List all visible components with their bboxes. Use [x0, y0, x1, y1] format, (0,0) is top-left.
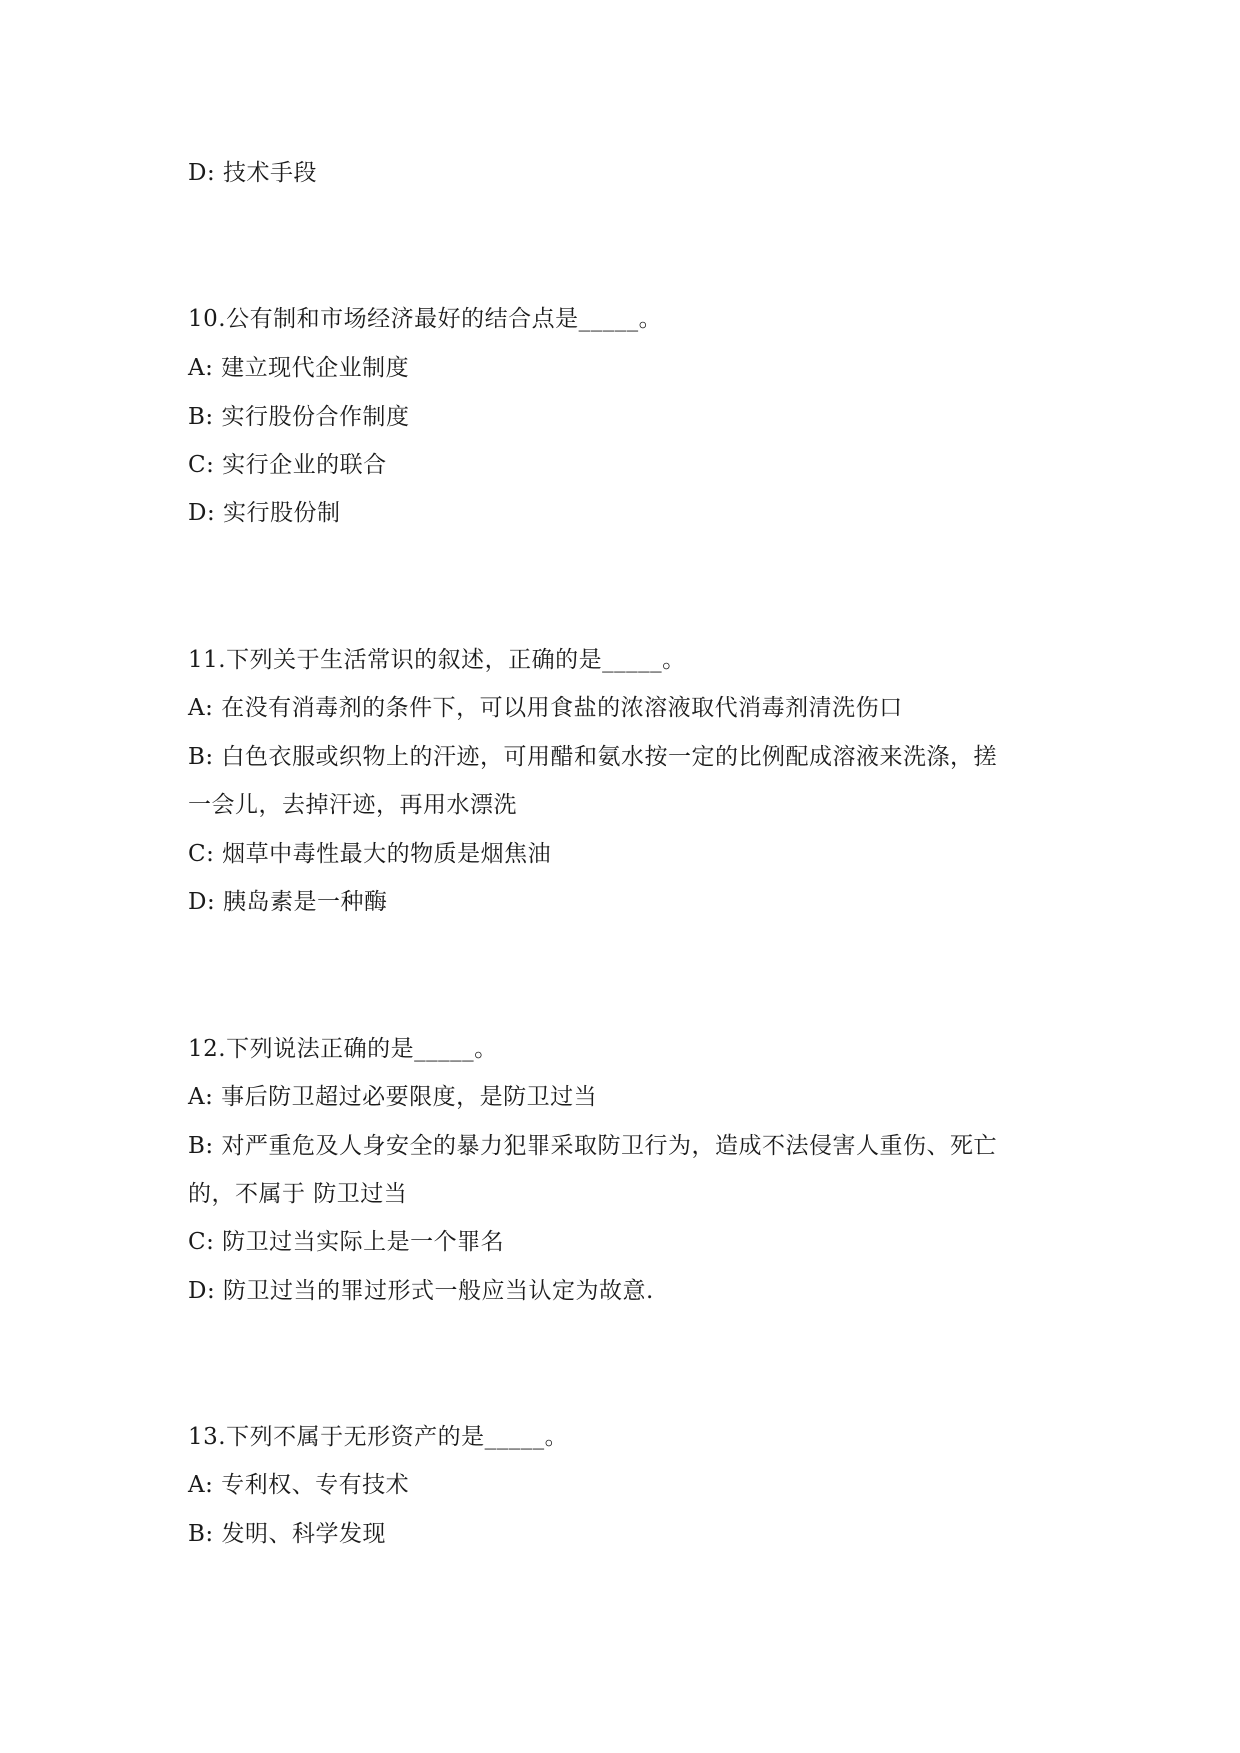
q13-question: 13.下列不属于无形资产的是_____。 [188, 1424, 569, 1450]
q11-option-b: B: 白色衣服或织物上的汗迹，可用醋和氨水按一定的比例配成溶液来洗涤，搓 [188, 744, 997, 770]
q10-option-b: B: 实行股份合作制度 [188, 404, 410, 430]
q12-option-a: A: 事后防卫超过必要限度，是防卫过当 [188, 1084, 598, 1110]
q12-option-b: B: 对严重危及人身安全的暴力犯罪采取防卫行为，造成不法侵害人重伤、死亡 [188, 1133, 997, 1159]
q12-question: 12.下列说法正确的是_____。 [188, 1036, 498, 1062]
q10-option-c: C: 实行企业的联合 [188, 452, 387, 478]
q11-question: 11.下列关于生活常识的叙述，正确的是_____。 [188, 647, 686, 673]
q12-option-c: C: 防卫过当实际上是一个罪名 [188, 1229, 505, 1255]
q12-option-b-cont: 的，不属于 防卫过当 [188, 1181, 408, 1207]
q11-option-d: D: 胰岛素是一种酶 [188, 889, 388, 915]
q12-option-d: D: 防卫过当的罪过形式一般应当认定为故意. [188, 1278, 654, 1304]
q13-option-a: A: 专利权、专有技术 [188, 1472, 410, 1498]
q10-question: 10.公有制和市场经济最好的结合点是_____。 [188, 306, 663, 332]
q11-option-b-cont: 一会儿，去掉汗迹，再用水漂洗 [188, 792, 517, 818]
q11-option-a: A: 在没有消毒剂的条件下，可以用食盐的浓溶液取代消毒剂清洗伤口 [188, 695, 903, 721]
q10-option-a: A: 建立现代企业制度 [188, 355, 410, 381]
q10-option-d: D: 实行股份制 [188, 500, 341, 526]
q13-option-b: B: 发明、科学发现 [188, 1521, 386, 1547]
q9-option-d: D: 技术手段 [188, 160, 318, 186]
q11-option-c: C: 烟草中毒性最大的物质是烟焦油 [188, 841, 552, 867]
